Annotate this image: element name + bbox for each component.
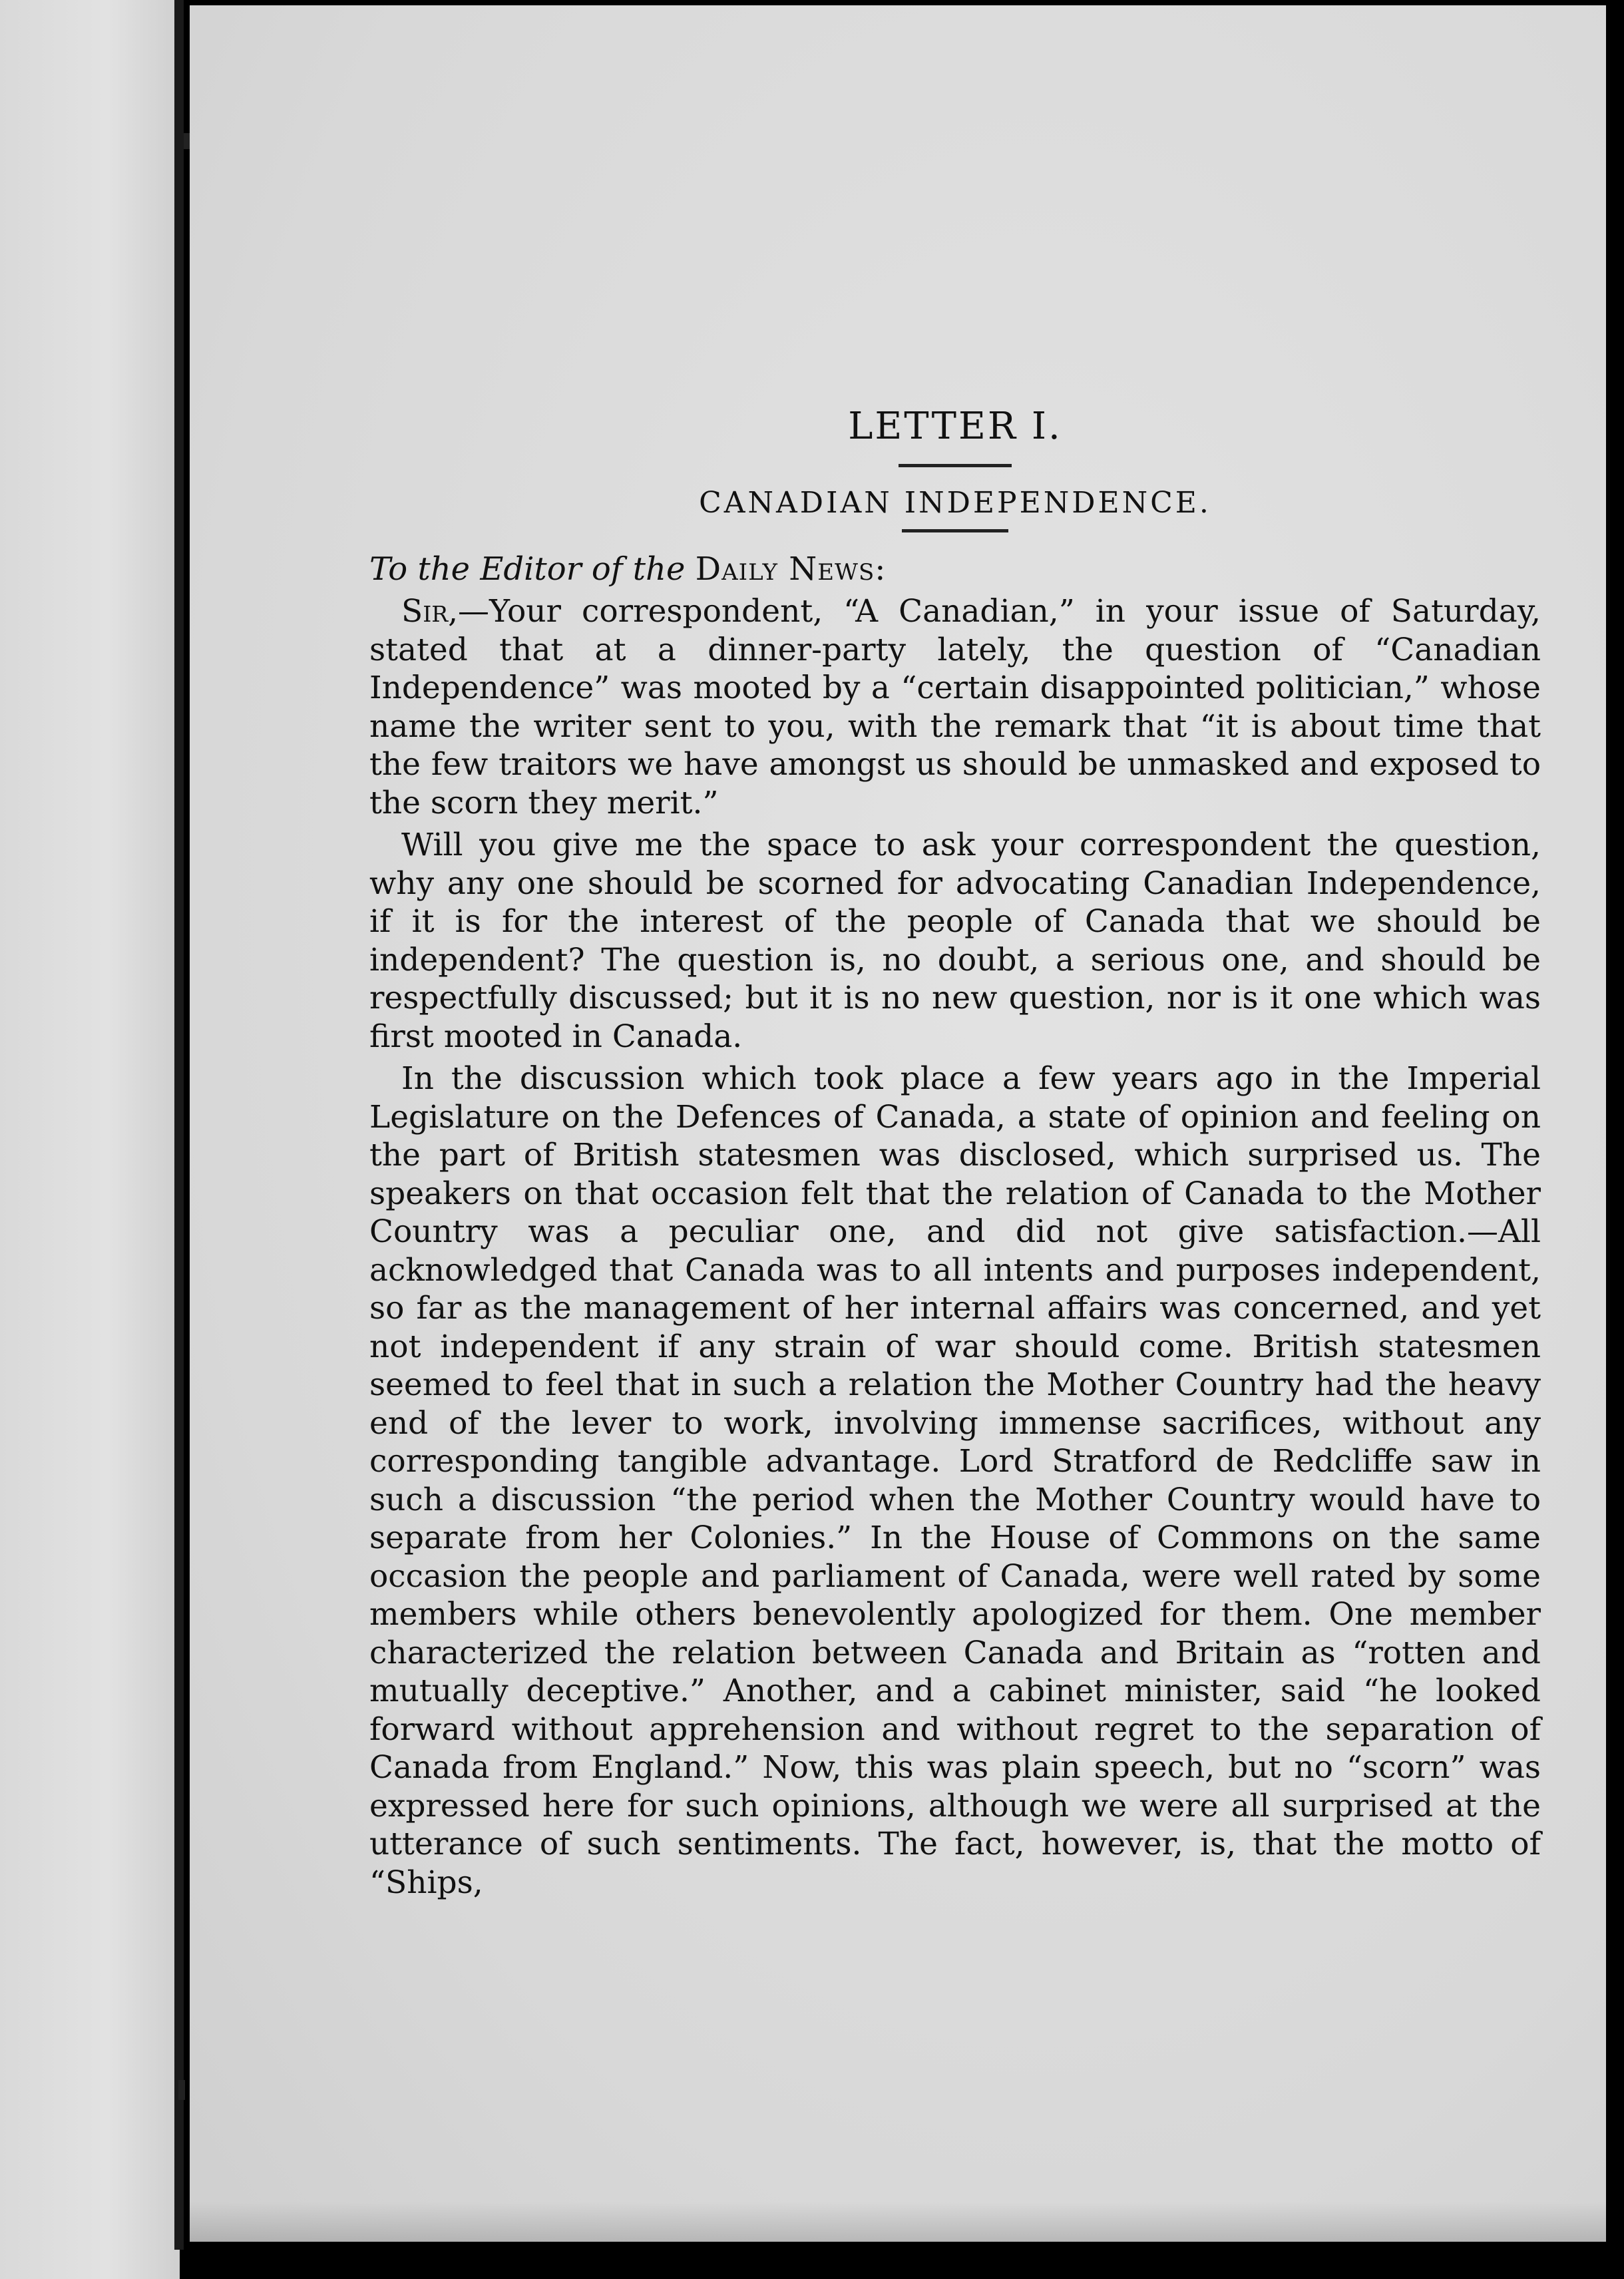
- letter-body: [369, 405, 1541, 1906]
- salutation-italic: To the Editor of the: [369, 550, 686, 588]
- book-page: [190, 5, 1606, 2242]
- salutation: [369, 550, 1541, 588]
- section-heading: CANADIAN INDEPENDENCE.: [699, 486, 1211, 520]
- paragraph-text: In the discussion which took place a few years ago in the Imperial Legislature on the Defences of Canada, a state of opinion and feeling on the part of British statesmen was disclosed, which surprised us. The speakers on that occasion felt that the relation of Canada to the Mother Country was a peculiar one, and did not give satisfaction.—All acknowledged that Canada was to all intents and purposes independent, so far as the management of her internal affairs was concerned, and yet not independent if any strain of war should come. British statesmen seemed to feel that in such a relation the Mother Country had the heavy end of the lever to work, involving immense sacrifices, without any corresponding tangible advantage. Lord Stratford de Redcliffe saw in such a discussion “the period when the Mother Country would have to separate from her Colonies.” In the House of Commons on the same occasion the people and parliament of Canada, were well rated by some members while others benevolently apologized for them. One member characterized the relation between Canada and Britain as “rotten and mutually deceptive.” Another, and a cabinet minister, said “he looked forward without apprehension and without regret to the separation of Canada from England.” Now, this was plain speech, but no “scorn” was expressed here for such opinions, although we were all surprised at the utterance of such sentiments. The fact, however, is, that the motto of “Ships,: [369, 1060, 1541, 1901]
- paragraph-text: —Your correspondent, “A Canadian,” in your issue of Saturday, stated that at a dinner-party lately, the question of “Canadian Independence” was mooted by a “certain disappointed politician,” whose name the writer sent to you, with the remark that “it is about time that the few traitors we have amongst us should be unmasked and exposed to the scorn they merit.”: [369, 593, 1541, 821]
- paragraph-2: [369, 826, 1541, 1056]
- salutation-newspaper: Daily News: [695, 550, 875, 588]
- heading-rule: [899, 464, 1012, 467]
- paragraph-lead: Sir,: [401, 593, 459, 630]
- binding-gutter: [174, 0, 184, 2250]
- page-shadow: [190, 2202, 1606, 2242]
- binding-stitch-mark: [178, 2080, 185, 2100]
- paragraph-1: [369, 592, 1541, 822]
- salutation-colon: :: [875, 550, 886, 588]
- facing-page-margin: [0, 0, 180, 2279]
- letter-heading: LETTER I.: [848, 405, 1062, 448]
- paragraph-3: [369, 1060, 1541, 1902]
- section-rule: [902, 529, 1008, 532]
- paragraph-text: Will you give me the space to ask your correspondent the question, why any one should be scorned for advocating Canadian Independence, if it is for the interest of the people of Canada that we should be independent? The question is, no doubt, a serious one, and should be respectfully discussed; but it is no new question, nor is it one which was first mooted in Canada.: [369, 827, 1541, 1055]
